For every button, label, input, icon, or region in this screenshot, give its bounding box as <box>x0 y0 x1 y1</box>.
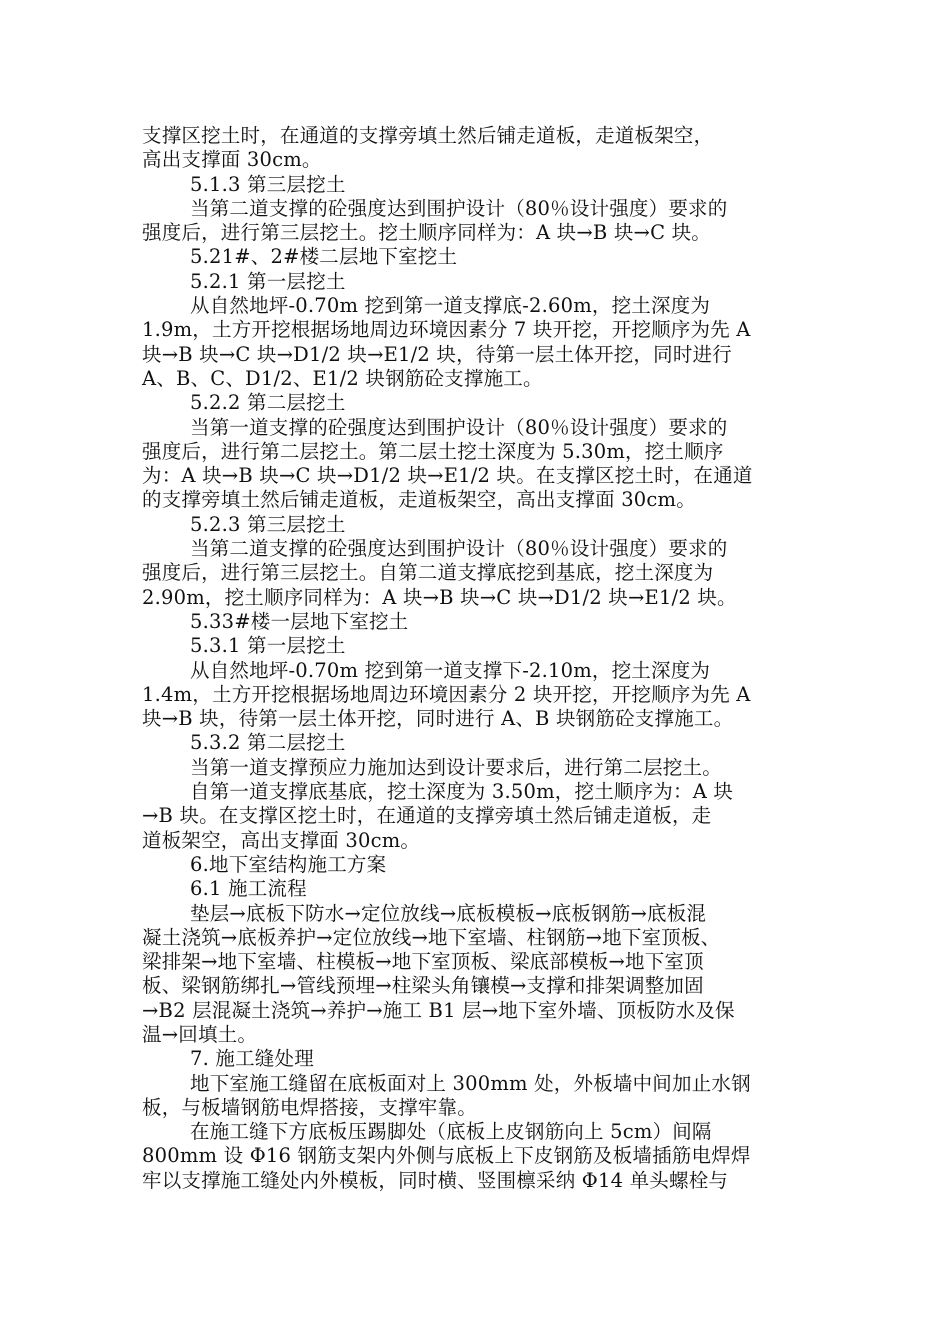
text-line: 板，与板墙钢筋电焊搭接，支撑牢靠。 <box>142 1095 477 1119</box>
text-line: →B2 层混凝土浇筑→养护→施工 B1 层→地下室外墙、顶板防水及保 <box>142 998 735 1022</box>
text-line: 2.90m，挖土顺序同样为：A 块→B 块→C 块→D1/2 块→E1/2 块。 <box>142 585 737 609</box>
text-line: 支撑区挖土时，在通道的支撑旁填土然后铺走道板，走道板架空， <box>142 124 714 147</box>
text-line: →B 块。在支撑区挖土时，在通道的支撑旁填土然后铺走道板，走 <box>142 804 712 828</box>
text-line: 自第一道支撑底基底，挖土深度为 3.50m，挖土顺序为：A 块 <box>190 780 734 804</box>
text-line: A、B、C、D1/2、E1/2 块钢筋砼支撑施工。 <box>142 366 543 390</box>
text-line: 板、梁钢筋绑扎→管线预埋→柱梁头角镶模→支撑和排架调整加固 <box>142 974 704 998</box>
text-line: 梁排架→地下室墙、柱模板→地下室顶板、梁底部模板→地下室顶 <box>142 950 704 974</box>
text-line: 从自然地坪-0.70m 挖到第一道支撑底-2.60m，挖土深度为 <box>190 294 711 318</box>
section-heading: 5.3.2 第二层挖土 <box>190 731 346 755</box>
text-line: 块→B 块→C 块→D1/2 块→E1/2 块，待第一层土体开挖，同时进行 <box>142 342 732 366</box>
text-line: 道板架空，高出支撑面 30cm。 <box>142 828 421 852</box>
text-line: 当第一道支撑预应力施加达到设计要求后，进行第二层挖土。 <box>190 755 722 779</box>
section-heading: 5.2.1 第一层挖土 <box>190 269 346 293</box>
text-line: 1.4m，土方开挖根据场地周边环境因素分 2 块开挖，开挖顺序为先 A <box>142 682 751 706</box>
text-line: 强度后，进行第三层挖土。挖土顺序同样为：A 块→B 块→C 块。 <box>142 221 712 245</box>
text-line: 垫层→底板下防水→定位放线→底板模板→底板钢筋→底板混 <box>190 901 707 925</box>
text-line: 从自然地坪-0.70m 挖到第一道支撑下-2.10m，挖土深度为 <box>190 658 711 682</box>
section-heading: 7. 施工缝处理 <box>190 1047 314 1071</box>
text-line: 1.9m，土方开挖根据场地周边环境因素分 7 块开挖，开挖顺序为先 A <box>142 318 751 342</box>
text-line: 当第二道支撑的砼强度达到围护设计（80％设计强度）要求的 <box>190 196 728 220</box>
text-line: 的支撑旁填土然后铺走道板，走道板架空，高出支撑面 30cm。 <box>142 488 696 512</box>
text-line: 当第二道支撑的砼强度达到围护设计（80％设计强度）要求的 <box>190 537 728 561</box>
text-line: 块→B 块，待第一层土体开挖，同时进行 A、B 块钢筋砼支撑施工。 <box>142 707 734 731</box>
section-heading: 5.3.1 第一层挖土 <box>190 634 346 658</box>
text-line: 强度后，进行第二层挖土。第二层土挖土深度为 5.30m，挖土顺序 <box>142 439 724 463</box>
section-heading: 5.2.2 第二层挖土 <box>190 391 346 415</box>
text-line: 800mm 设 Φ16 钢筋支架内外侧与底板上下皮钢筋及板墙插筋电焊焊 <box>142 1144 751 1168</box>
section-heading: 5.33#楼一层地下室挖土 <box>190 609 409 633</box>
text-line: 高出支撑面 30cm。 <box>142 148 322 172</box>
section-heading: 6.1 施工流程 <box>190 877 307 901</box>
section-heading: 6.地下室结构施工方案 <box>190 852 387 876</box>
text-line: 当第一道支撑的砼强度达到围护设计（80％设计强度）要求的 <box>190 415 728 439</box>
text-line: 为：A 块→B 块→C 块→D1/2 块→E1/2 块。在支撑区挖土时，在通道 <box>142 464 753 488</box>
section-heading: 5.1.3 第三层挖土 <box>190 172 346 196</box>
text-line: 在施工缝下方底板压踢脚处（底板上皮钢筋向上 5cm）间隔 <box>190 1120 712 1144</box>
text-line: 地下室施工缝留在底板面对上 300mm 处，外板墙中间加止水钢 <box>190 1071 751 1095</box>
text-line: 温→回填土。 <box>142 1022 258 1046</box>
text-line: 强度后，进行第三层挖土。自第二道支撑底挖到基底，挖土深度为 <box>142 561 714 585</box>
text-line: 牢以支撑施工缝处内外模板，同时横、竖围檩采纳 Φ14 单头螺栓与 <box>142 1168 729 1192</box>
text-line: 凝土浇筑→底板养护→定位放线→地下室墙、柱钢筋→地下室顶板、 <box>142 925 721 949</box>
document-body <box>142 124 814 1193</box>
section-heading: 5.21#、2#楼二层地下室挖土 <box>190 245 458 269</box>
section-heading: 5.2.3 第三层挖土 <box>190 512 346 536</box>
